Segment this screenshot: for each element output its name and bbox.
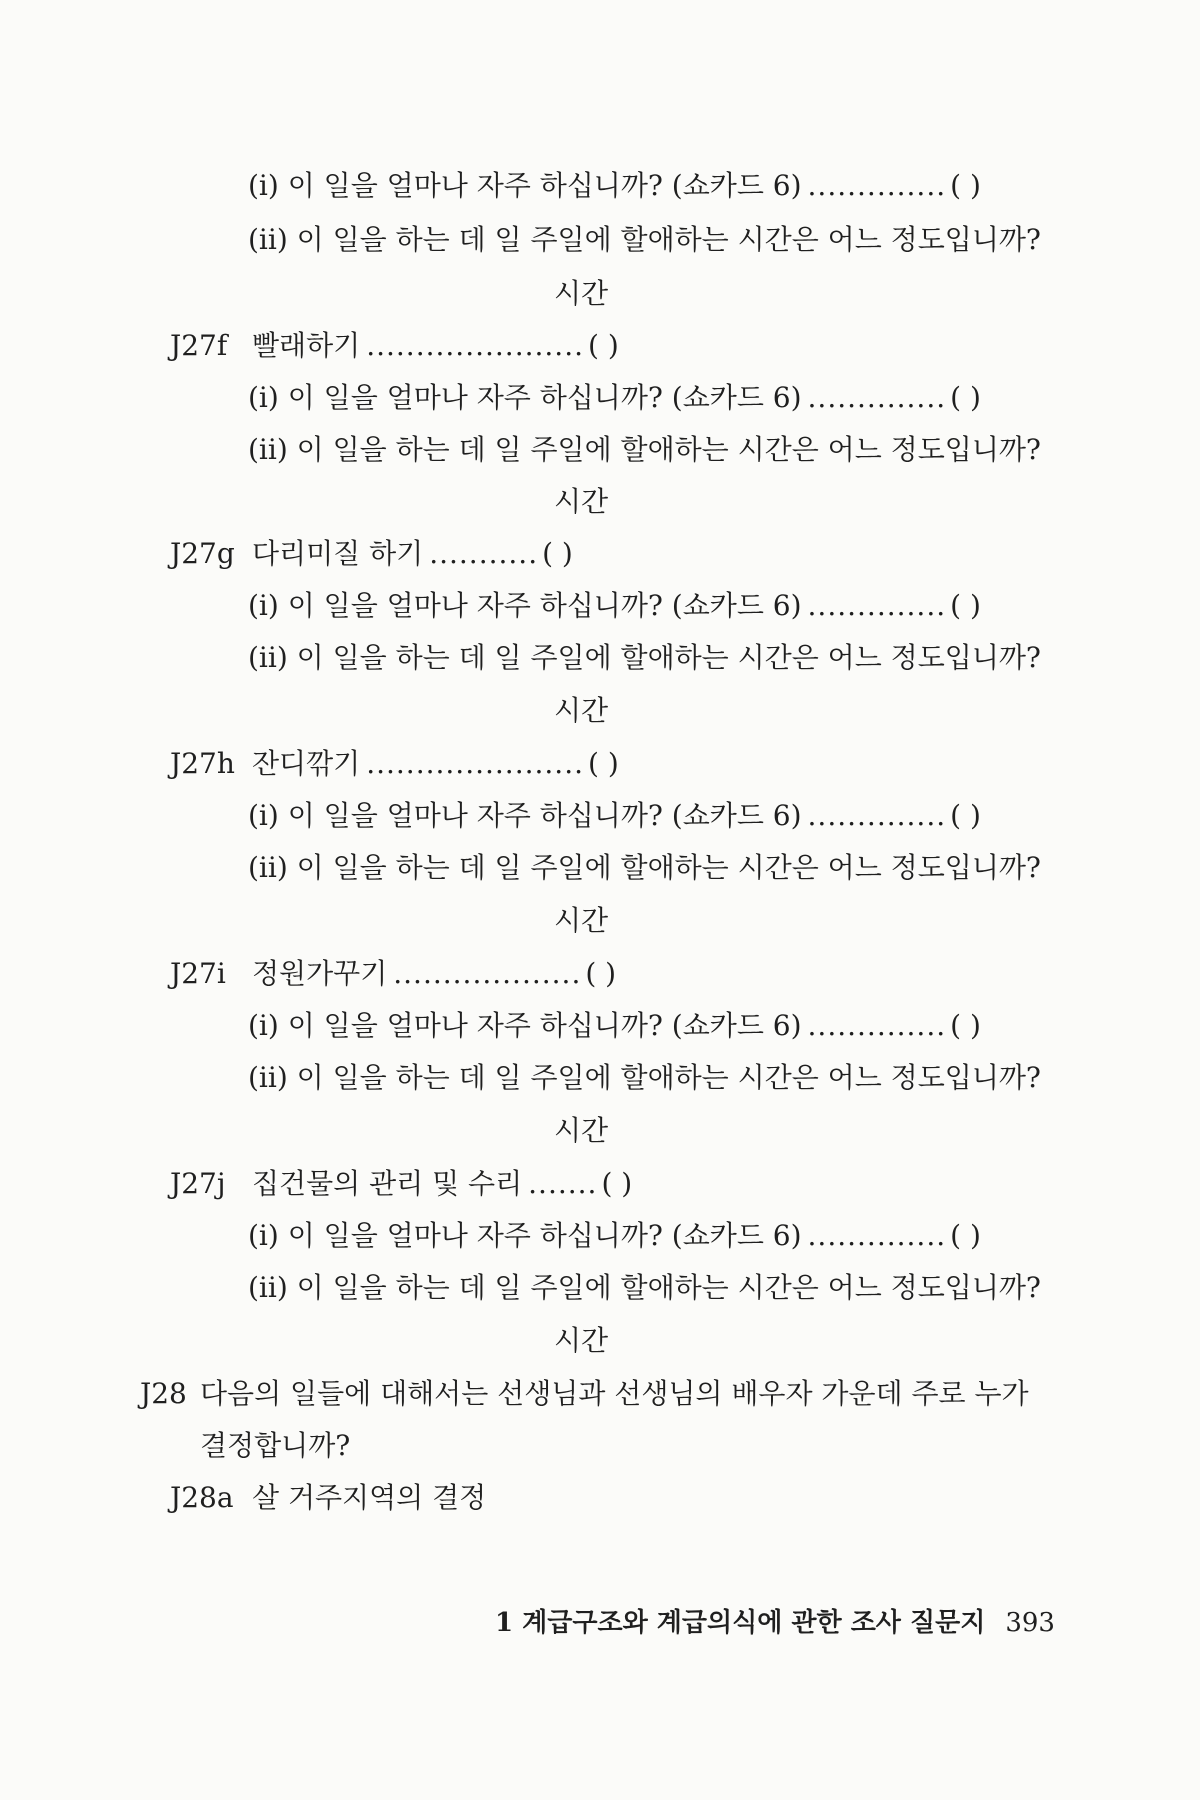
question-j28 [140, 1377, 1029, 1410]
answer-blank: ( ) [950, 799, 981, 832]
question-time: (ii) 이 일을 하는 데 일 주일에 할애하는 시간은 어느 정도입니까? [248, 1271, 1041, 1304]
item-heading [170, 329, 619, 362]
item-code: J27h [170, 747, 235, 780]
time-label: 시간 [554, 485, 609, 518]
page-number: 393 [1005, 1608, 1055, 1638]
question-text: 다음의 일들에 대해서는 선생님과 선생님의 배우자 가운데 주로 누가 [200, 1377, 1029, 1410]
leader-dots: .............. [807, 1009, 947, 1042]
question-frequency-text: (i) 이 일을 얼마나 자주 하십니까? (쇼카드 6) [248, 799, 802, 832]
leader-dots: .............. [807, 799, 947, 832]
item-heading [170, 537, 573, 570]
time-label: 시간 [554, 1324, 609, 1357]
leader-dots: .............. [807, 1219, 947, 1252]
item-code: J27g [170, 537, 235, 570]
time-label: 시간 [554, 694, 609, 727]
item-heading [170, 1167, 633, 1200]
item-label: 살 거주지역의 결정 [252, 1481, 487, 1514]
question-frequency-text: (i) 이 일을 얼마나 자주 하십니까? (쇼카드 6) [248, 169, 802, 202]
question-text-continued: 결정합니까? [200, 1429, 351, 1462]
answer-blank: ( ) [950, 1009, 981, 1042]
item-code: J27i [170, 957, 226, 990]
leader-dots: .............. [807, 589, 947, 622]
question-frequency [248, 799, 981, 832]
item-heading [170, 957, 617, 990]
item-code: J27j [170, 1167, 226, 1200]
item-heading [170, 1481, 487, 1514]
item-code: J28 [140, 1377, 187, 1410]
item-label: 빨래하기 [252, 329, 361, 362]
answer-blank: ( ) [542, 537, 573, 570]
question-time: (ii) 이 일을 하는 데 일 주일에 할애하는 시간은 어느 정도입니까? [248, 851, 1041, 884]
answer-blank: ( ) [950, 589, 981, 622]
question-frequency [248, 1219, 981, 1252]
question-time: (ii) 이 일을 하는 데 일 주일에 할애하는 시간은 어느 정도입니까? [248, 641, 1041, 674]
leader-dots: ....... [528, 1167, 598, 1200]
question-frequency-text: (i) 이 일을 얼마나 자주 하십니까? (쇼카드 6) [248, 381, 802, 414]
question-frequency [248, 589, 981, 622]
answer-blank: ( ) [601, 1167, 633, 1200]
question-frequency-text: (i) 이 일을 얼마나 자주 하십니까? (쇼카드 6) [248, 589, 802, 622]
leader-dots: ........... [429, 537, 539, 570]
time-label: 시간 [554, 277, 609, 310]
time-label: 시간 [554, 1114, 609, 1147]
question-frequency-text: (i) 이 일을 얼마나 자주 하십니까? (쇼카드 6) [248, 1009, 802, 1042]
item-label: 잔디깎기 [252, 747, 361, 780]
item-heading [170, 747, 619, 780]
question-frequency [248, 1009, 981, 1042]
leader-dots: .............. [807, 169, 947, 202]
question-frequency [248, 381, 981, 414]
answer-blank: ( ) [950, 1219, 981, 1252]
running-footer-title: 1 계급구조와 계급의식에 관한 조사 질문지 [495, 1608, 986, 1638]
leader-dots: .............. [807, 381, 947, 414]
answer-blank: ( ) [588, 329, 619, 362]
question-time: (ii) 이 일을 하는 데 일 주일에 할애하는 시간은 어느 정도입니까? [248, 1061, 1041, 1094]
answer-blank: ( ) [588, 747, 619, 780]
leader-dots: ...................... [366, 329, 585, 362]
answer-blank: ( ) [950, 381, 981, 414]
leader-dots: ................... [393, 957, 582, 990]
item-label: 집건물의 관리 및 수리 [252, 1167, 523, 1200]
answer-blank: ( ) [950, 169, 981, 202]
question-frequency-text: (i) 이 일을 얼마나 자주 하십니까? (쇼카드 6) [248, 1219, 802, 1252]
item-label: 정원가꾸기 [252, 957, 388, 990]
question-frequency [248, 169, 981, 202]
item-code: J27f [170, 329, 228, 362]
item-label: 다리미질 하기 [252, 537, 424, 570]
item-code: J28a [170, 1481, 234, 1514]
question-time: (ii) 이 일을 하는 데 일 주일에 할애하는 시간은 어느 정도입니까? [248, 433, 1041, 466]
answer-blank: ( ) [585, 957, 617, 990]
time-label: 시간 [554, 904, 609, 937]
question-time: (ii) 이 일을 하는 데 일 주일에 할애하는 시간은 어느 정도입니까? [248, 223, 1041, 256]
leader-dots: ...................... [366, 747, 585, 780]
page-footer [495, 1602, 1055, 1639]
